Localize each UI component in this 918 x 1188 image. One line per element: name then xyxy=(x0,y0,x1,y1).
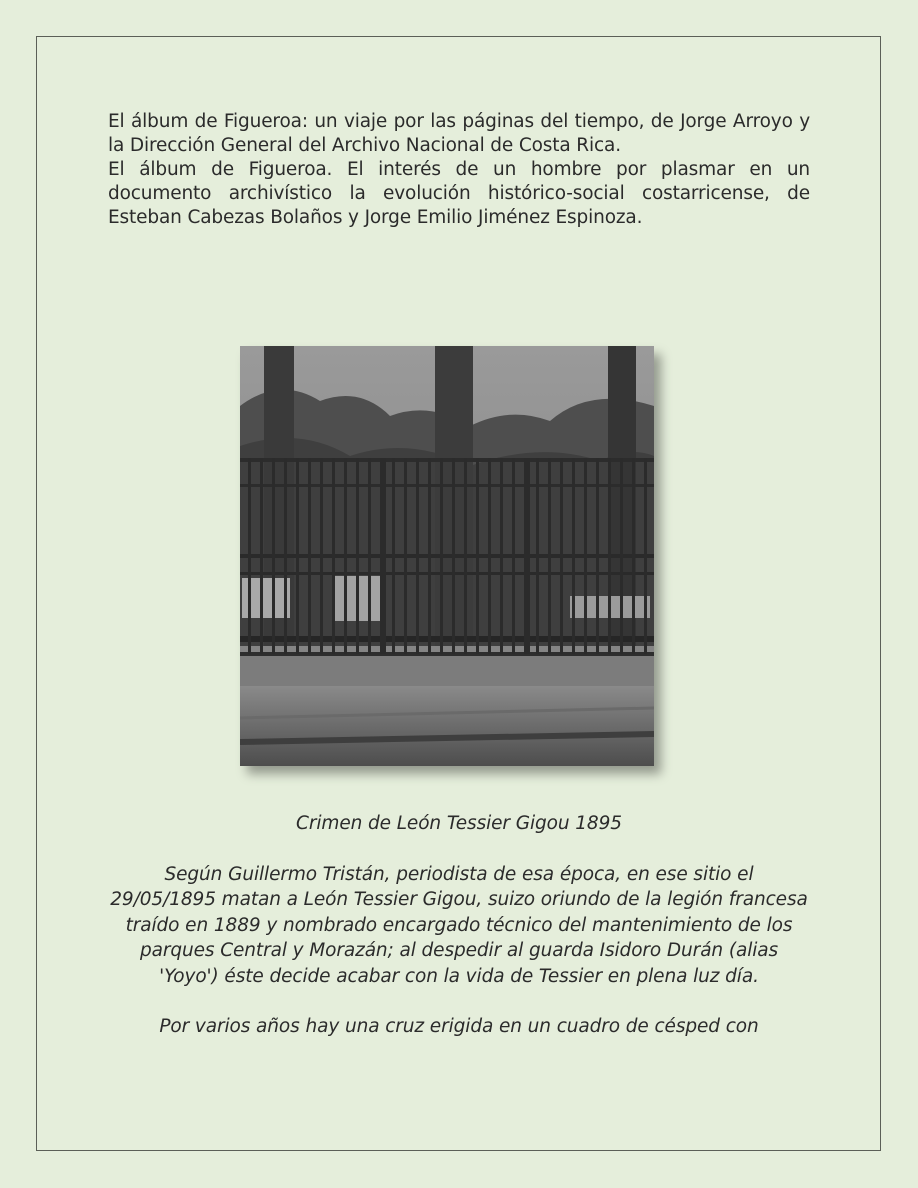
intro-reference-1: El álbum de Figueroa: un viaje por las páginas del tiempo, de Jorge Arroyo y la Dirección General del Archivo Nacional de Costa Rica. xyxy=(108,111,810,156)
intro-reference-2: El álbum de Figueroa. El interés de un hombre por plasmar en un documento archivístico la evolución histórico-social costarricense, de Esteban Cabezas Bolaños y Jorge Emilio Jiménez Espinoza. xyxy=(108,159,810,228)
park-fence-photo-icon xyxy=(240,346,654,766)
historical-photo xyxy=(240,346,654,766)
photo-caption-continuation: Por varios años hay una cruz erigida en un cuadro de césped con xyxy=(159,1016,759,1037)
intro-text-block xyxy=(108,110,810,230)
caption-block xyxy=(110,811,808,1040)
photo-caption-body: Según Guillermo Tristán, periodista de esa época, en ese sitio el 29/05/1895 matan a León Tessier Gigou, suizo oriundo de la legión francesa traído en 1889 y nombrado encargado técnico del mantenimiento de los parques Central y Morazán; al despedir al guarda Isidoro Durán (alias 'Yoyo') éste decide acabar con la vida de Tessier en plena luz día. xyxy=(110,863,808,987)
photo-caption-title: Crimen de León Tessier Gigou 1895 xyxy=(296,813,622,834)
